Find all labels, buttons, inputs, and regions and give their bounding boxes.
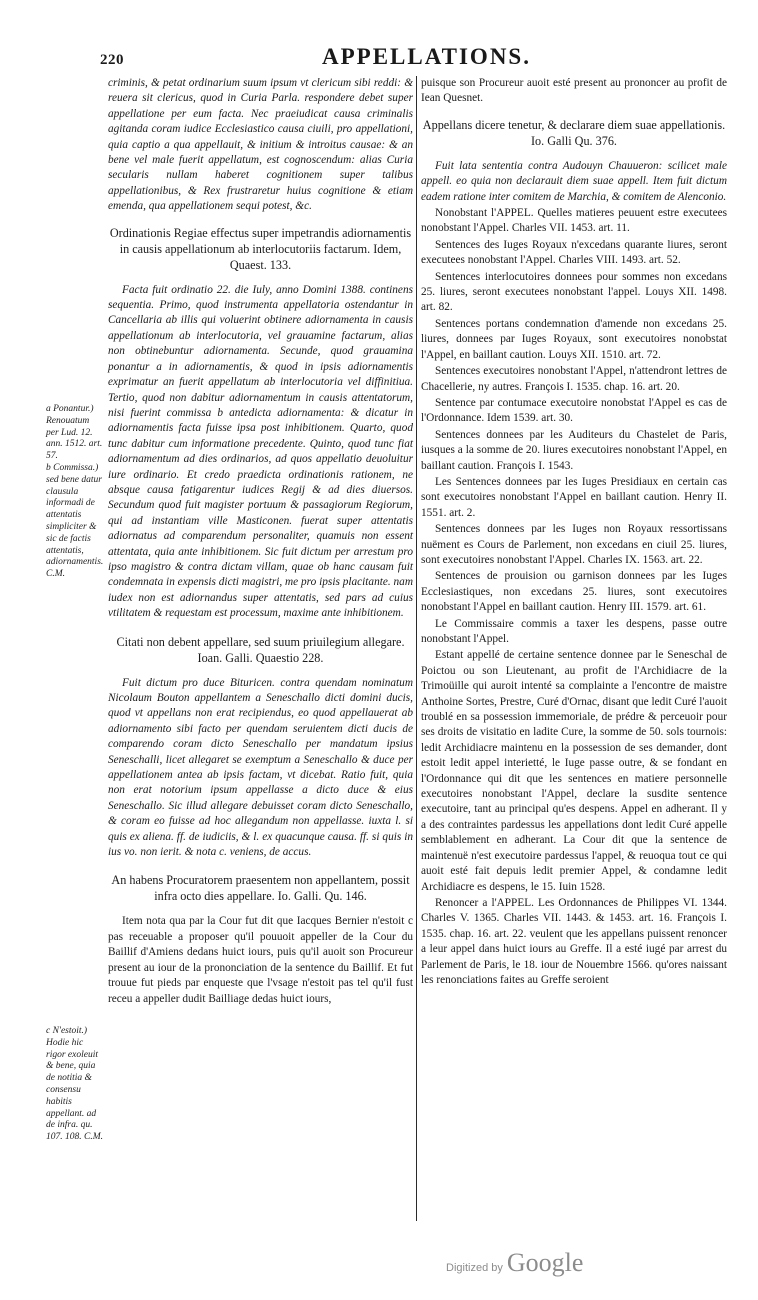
margin-note-line: c N'estoit.) Hodie hic rigor exoleuit & bene, quia de notitia & consensu habitis appellant. ad de infra. qu. 107. 108. C.M. [46,1026,103,1143]
section-heading: An habens Procuratorem praesentem non appellantem, possit infra octo dies appellare. Io. Galli. Qu. 146. [111,873,410,904]
paragraph: Les Sentences donnees par les Iuges Presidiaux en certain cas sont executoires nonobstant l'Appel en baillant caution. Henry II. 1551. art. 2. [421,475,727,519]
paragraph: Sentences des Iuges Royaux n'excedans quarante liures, seront executees nonobstant l'Appel. Charles VIII. 1493. art. 52. [421,238,727,267]
page-number: 220 [100,52,124,68]
paragraph: Fuit dictum pro duce Bituricen. contra quendam nominatum Nicolaum Bouton appellantem a Seneschallo dicti domini ducis, quod vt appellans non erat recipiendus, eo quod appellauerat ab adiornamento sibi facto per quendam seruientem dicti ducis de comparendo coram dicto Seneschallo per mandatum ipsius Seneschalli, licet allegaret se exemptum a Seneschallo & duce per appellationem antea ab ipsis factam, vt dicebat. Ratio fuit, quia non erat notorium ipsum appellasse a dicto duce & eius Seneschallo. Sic illud allegare debuisset coram dicto Seneschallo, & coram eo fuisse ad hoc allegandum non appellasse. iuxta l. si quis ex aliena. ff. de iudiciis, & l. ex quacunque causa. ff. si quis in ius vo. non ierit. & nota c. veniens, de accus. [108,676,413,859]
section-heading: Citati non debent appellare, sed suum priuilegium allegare. Ioan. Galli. Quaestio 228. [116,634,405,665]
paragraph: puisque son Procureur auoit esté present au prononcer au profit de Iean Quesnet. [421,77,727,105]
paragraph: Fuit lata sententia contra Audouyn Chauueron: scilicet male appell. eo quia non declarauit diem suae appell. Item fuit dictum eadem ratione inter comitem de Marchia, & comitem de Alenconio. [421,159,727,203]
column-divider [416,76,417,1221]
section-heading: Ordinationis Regiae effectus super impetrandis adiornamentis in causis appellationum ab interlocutoriis factarum. Idem, Quaest. 133. [109,225,412,272]
google-logo: Google [506,1248,584,1277]
paragraph: Sentences executoires nonobstant l'Appel, n'attendront lettres de Chacellerie, ny autres. François I. 1535. chap. 16. art. 20. [421,365,727,393]
margin-note-line: a Ponantur.) Renouatum per Lud. 12. ann. 1512. art. 57. [46,404,103,462]
paragraph: Sentence par contumace executoire nonobstat l'Appel es cas de l'Ordonnance. Idem 1539. art. 30. [421,396,727,425]
paragraph: Sentences portans condemnation d'amende non excedans 25. liures, donnees par Iuges Royaux, sont executoires nonobstat l'Appel, en baillant caution. Louys XII. 1510. art. 72. [421,317,727,361]
paragraph: Le Commissaire commis a taxer les despens, passe outre nonobstant l'Appel. [421,617,727,645]
paragraph: Sentences donnees par les Auditeurs du Chastelet de Paris, iusques a la somme de 20. liures executoires nonobstant l'Appel, en baillant caution. François I. 1543. [421,428,727,472]
left-column [108,76,413,1008]
margin-note [46,404,104,581]
watermark-prefix: Digitized by [446,1262,503,1274]
paragraph: Sentences de prouision ou garnison donnees par les Iuges Ecclesiastiques, non excedans 25. liures, sont executoires nonobstant l'Appel en baillant caution. Henry III. 1579. art. 61. [421,570,727,614]
running-title: APPELLATIONS. [322,44,531,69]
margin-note [46,1026,104,1144]
paragraph: Item nota qua par la Cour fut dit que Iacques Bernier n'estoit c pas receuable a proposer qu'il pouuoit appeller de la Cour du Baillif d'Amiens dedans huict iours, puis qu'il auoit son Procureur present au iour de la prononciation de la sentence du Baillif. Et fut trouue fut pieds par enqueste que l'vsage n'estoit pas tel qu'il fust receu a appeller dudit Bailliage dedas huict iours, [108,915,413,1005]
paragraph: Estant appellé de certaine sentence donnee par le Seneschal de Poictou ou son Lieutenant, au profit de l'Archidiacre de la Trimoüille qui auroit intenté sa complainte a l'encontre de maistre Anthoine Sortes, Prestre, Curé d'Ornac, disant que ledit Curé l'auoit troublé en sa possession immemoriale, de prédre & perceuoir pour ses droits de visitatio en ladite Cure, la somme de 50. sols tournois: ledit Archidiacre maintenu en la possession de ses demander, dont estoit ledit appel interietté, le Iuge passe outre, & se fondant en l'Ordonnance qui dit que les sentences en matiere personnelle executoires nonobstant l'Appel, declare la susdite sentence executoire, tant au principal qu'es despens. Appel en adherant. Il y a des contraintes pardessus les appellations dont ledit Curé appelle semblablement en adherant. La Cour dit que la sentence de maintenuë n'est executoire pardessus l'appel, & reuoqua tout ce qui auoit esté fait depuis ledit premier Appel, & condamne ledit Archidiacre es despens, le 15. Iuin 1528. [421,649,727,893]
right-column [421,76,727,989]
paragraph: criminis, & petat ordinarium suum ipsum vt clericum sibi reddi: & reuera sit clericus, quod in Curia Parla. respondere debet super appellatione per eum facta. Nec praeiudicat causa criminalis agitanda coram iudice Ecclesiastico causa ciuili, pro appellationi, quia captio a qua appellauit, & initium & introitus causae: & an bene vel male fuerit appellatum, est cognoscendum: alias Curia secularis nullam haberet cognitionem super talibus appellationibus, & Rex frustraretur huius cognitione & etiam emenda, qua appellationem sequi potest, &c. [108,77,413,213]
paragraph: Facta fuit ordinatio 22. die Iuly, anno Domini 1388. continens sequentia. Primo, quod instrumenta appellatoria ostendantur in Cancellaria ab illis qui voluerint obtinere adiornamenta in causis appellationum ab interlocutoria, vel grauamine factarum, alias non obtinebuntur adiornamenta. Secunde, quod grauamina ponantur a in adiornamentis, & quod in ipsis adiornamentis exprimatur an fuerit appellatum ab interlocutoria vel diffinitiua. Tertio, quod non dabitur adiornamentum in causis attentatorum, nisi fuerint commissa b antedicta adiornamenta: & dicatur in adiornamentis facta fuisse ipsa post inhibitionem. Quarto, quod tunc dabitur cum informatione precedente. Quinto, quod tunc fiat adiornamentum ad dies ordinarios, ad quos appellatio deuoluitur iure ordinario. Et credo praedicta ordinationis rationem, ne absque causa fatigarentur iudices Regij & ad dies diuersos. Secundum quod fuit magister portuum & passagiorum Regiorum, qui ad instantiam ville Masticonen. fuerat super attentatis adiornatus ad comparendum personaliter, quamuis non essent attentata, quia ante inhibitionem. Sic fuit dictum per arrestum pro ipso magistro & contra dictam villam, quae ob hanc causam fuit condemnata in expensis dicti magistri, me pro ipsis placitante. nam iudex non est adiornandus super attentatis, sed pars ad cuius vtilitatem & requestam est processum, maxime ante inhibitionem. [108,283,413,620]
google-watermark [446,1248,583,1278]
paragraph: Nonobstant l'APPEL. Quelles matieres peuuent estre executees nonobstant l'Appel. Charles VII. 1453. art. 11. [421,207,727,235]
paragraph: Sentences interlocutoires donnees pour sommes non excedans 25. liures, seront executees nonobstant l'appel. Louys XII. 1498. art. 82. [421,270,727,314]
paragraph: Sentences donnees par les Iuges non Royaux ressortissans nuëment es Cours de Parlement, non excedans en ciuil 25. liures, sont executoires nonobstant l'Appel. Charles IX. 1563. art. 22. [421,523,727,566]
section-heading: Appellans dicere tenetur, & declarare diem suae appellationis. Io. Galli Qu. 376. [422,117,726,148]
margin-note-line: b Commissa.) sed bene datur clausula informadi de attentatis simpliciter & sic de factis attentatis, adiornamentis. C.M. [46,462,104,580]
paragraph: Renoncer a l'APPEL. Les Ordonnances de Philippes VI. 1344. Charles V. 1365. Charles VII. 1443. & 1453. art. 16. François I. 1535. chap. 16. art. 22. veulent que les appellans puissent renoncer a leur appel dans huict iours au Greffe. Il a esté iugé par arrest du Parlement de Paris, le 18. iour de Nouembre 1566. qu'ores naissant les renonciations faites au Greffe seroient [421,896,727,986]
